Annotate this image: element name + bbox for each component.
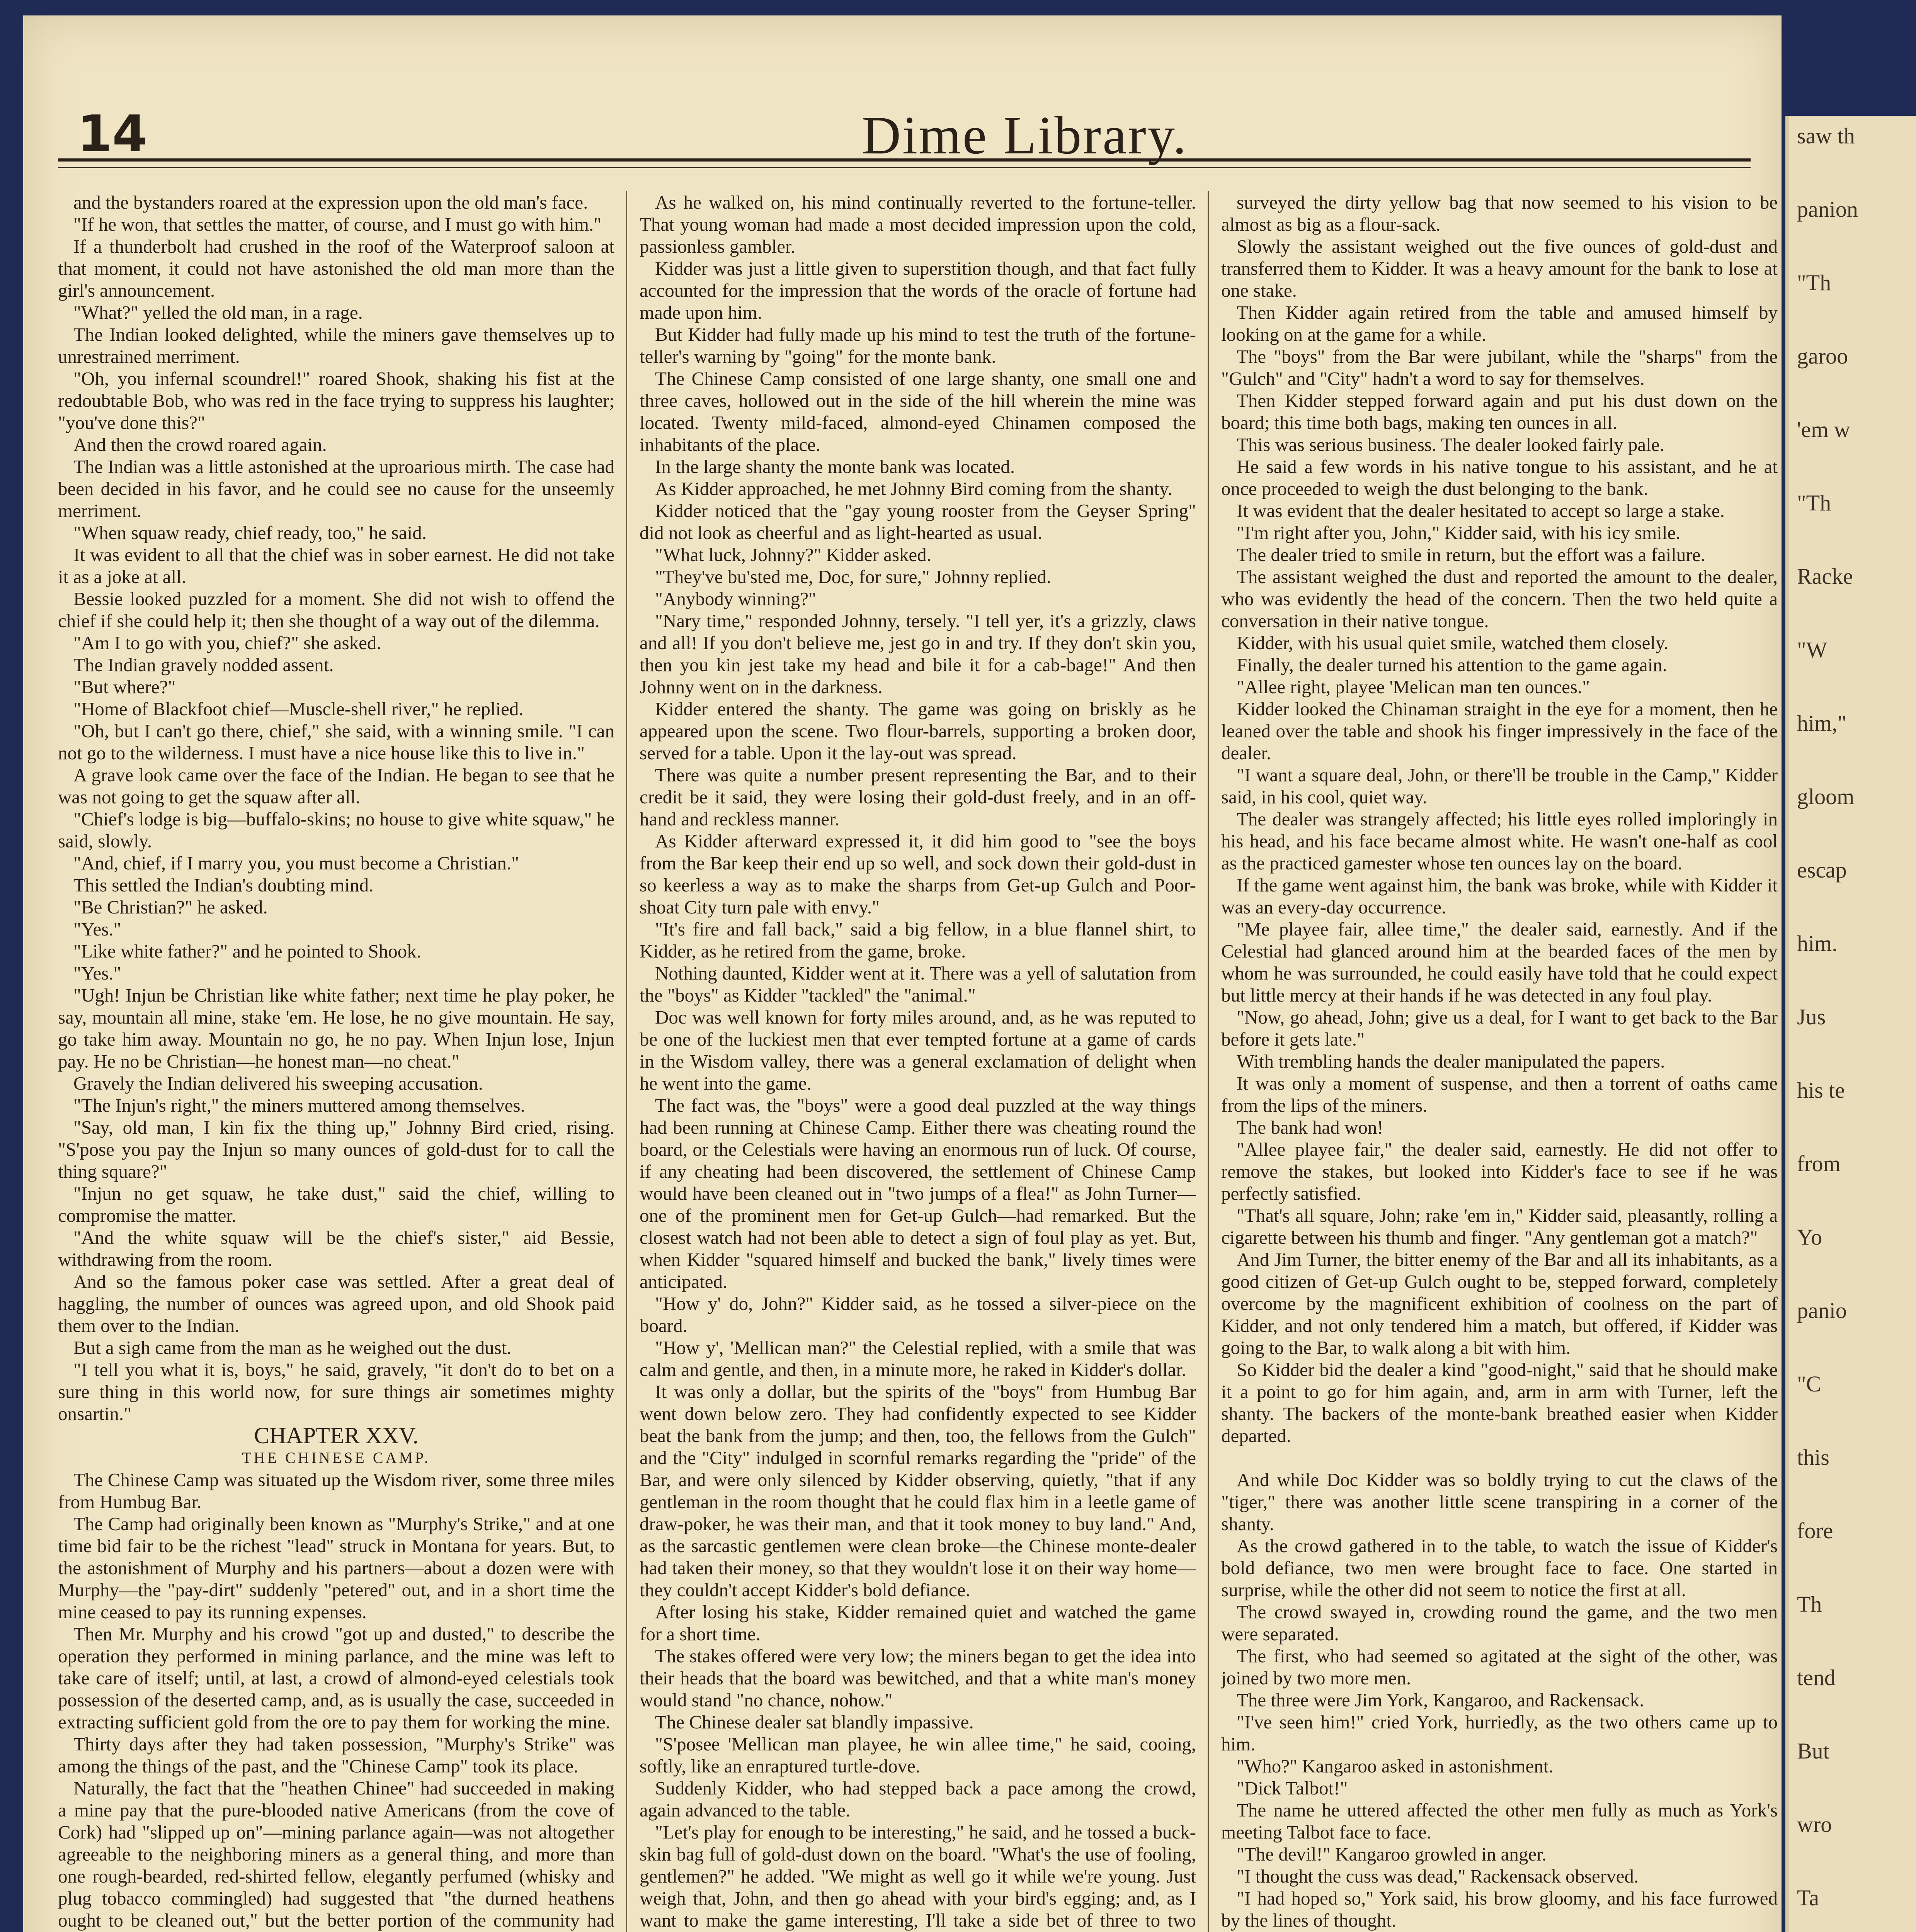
- paragraph: Thirty days after they had taken possession, "Murphy's Strike" was among the things of the past, and the "Chinese Camp" took its place.: [58, 1733, 614, 1777]
- paragraph: He said a few words in his native tongue to his assistant, and he at once proceeded to weigh the dust belonging to the bank.: [1221, 456, 1778, 499]
- paragraph: "Oh, but I can't go there, chief," she said, with a winning smile. "I can not go to the wilderness. I must have a nice house like this to live in.": [58, 720, 614, 764]
- paragraph: Doc was well known for forty miles around, and, as he was reputed to be one of the luckiest men that ever tempted fortune at a game of cards in the Wisdom valley, there was a general exclamation of delight when he went into the game.: [640, 1007, 1196, 1094]
- paragraph: Kidder noticed that the "gay young rooster from the Geyser Spring" did not look as cheerful and as light-hearted as usual.: [640, 500, 1196, 543]
- text-column-1: [58, 191, 614, 1932]
- paragraph: As he walked on, his mind continually reverted to the fortune-teller. That young woman had made a most decided impression upon the cold, passionless gambler.: [640, 192, 1196, 257]
- paragraph: Kidder, with his usual quiet smile, watched them closely.: [1237, 632, 1669, 653]
- paragraph: The Chinese dealer sat blandly impassive.: [655, 1711, 974, 1733]
- paragraph: "And the white squaw will be the chief's sister," aid Bessie, withdrawing from the room.: [58, 1227, 614, 1270]
- paragraph: The Camp had originally been known as "Murphy's Strike," and at one time bid fair to be the richest "lead" struck in Montana for years. But, to the astonishment of Murphy and his partners—about a dozen were with Murphy—the "pay-dirt" suddenly "petered" out, and in a short time the mine ceased to pay its running expenses.: [58, 1513, 614, 1622]
- adjacent-page-fragment: Yo: [1797, 1225, 1822, 1250]
- paragraph: "Yes.": [73, 963, 121, 984]
- paragraph: This settled the Indian's doubting mind.: [73, 874, 374, 896]
- paragraph: "Home of Blackfoot chief—Muscle-shell river," he replied.: [73, 698, 524, 719]
- paragraph: The crowd swayed in, crowding round the game, and the two men were separated.: [1221, 1601, 1778, 1645]
- paragraph: "What?" yelled the old man, in a rage.: [73, 302, 363, 323]
- paragraph: "Allee right, playee 'Melican man ten ounces.": [1237, 676, 1590, 697]
- adjacent-page-fragment: him.: [1797, 931, 1838, 956]
- paragraph: The fact was, the "boys" were a good deal puzzled at the way things had been running at Chinese Camp. Either there was cheating round the board, or the Celestials were having an enormous run of luck. Of course, if any cheating had been discovered, the settlement of Chinese Camp would have been cleaned out in "two jumps of a flea!" as John Turner—one of the prominent men for Get-up Gulch—had remarked. But the closest watch had not been able to detect a sign of foul play as yet. But, when Kidder "squared himself and bucked the bank," lively times were anticipated.: [640, 1095, 1196, 1292]
- paragraph: "Dick Talbot!": [1237, 1777, 1348, 1799]
- paragraph: But Kidder had fully made up his mind to test the truth of the fortune-teller's warning by "going" for the monte bank.: [640, 324, 1196, 367]
- paragraph: And so the famous poker case was settled. After a great deal of haggling, the number of ounces was agreed upon, and old Shook paid them over to the Indian.: [58, 1271, 614, 1336]
- paragraph: "How y' do, John?" Kidder said, as he tossed a silver-piece on the board.: [640, 1293, 1196, 1336]
- paragraph: And Jim Turner, the bitter enemy of the Bar and all its inhabitants, as a good citizen of Get-up Gulch ought to be, stepped forward, completely overcome by the magnificent exhibition of coolness on the part of Kidder, and not only tendered him a match, but offered, if Kidder was going to the Bar, to walk along a bit with him.: [1221, 1249, 1778, 1358]
- paragraph: The dealer was strangely affected; his little eyes rolled imploringly in his head, and his face became almost white. He wasn't one-half as cool as the practiced gamester whose ten ounces lay on the board.: [1221, 808, 1778, 874]
- chapter-subtitle: THE CHINESE CAMP.: [242, 1449, 431, 1466]
- column-1-paragraphs: [58, 191, 614, 1425]
- adjacent-page-fragment: Jus: [1797, 1004, 1826, 1029]
- paragraph: "Allee playee fair," the dealer said, earnestly. He did not offer to remove the stakes, but looked into Kidder's face to see if he was perfectly satisfied.: [1221, 1139, 1778, 1204]
- adjacent-page-fragment: saw th: [1797, 123, 1855, 148]
- adjacent-page-fragment: "Th: [1797, 490, 1831, 515]
- paragraph: The name he uttered affected the other men fully as much as York's meeting Talbot face to face.: [1221, 1799, 1778, 1843]
- paragraph: "Anybody winning?": [655, 588, 817, 609]
- paragraph: Then Kidder again retired from the table and amused himself by looking on at the game for a while.: [1221, 302, 1778, 345]
- paragraph: "And, chief, if I marry you, you must become a Christian.": [73, 852, 519, 874]
- page-header: [58, 81, 1751, 182]
- adjacent-page-fragment: "C: [1797, 1371, 1821, 1396]
- paragraph: "Say, old man, I kin fix the thing up," Johnny Bird cried, rising. "S'pose you pay the Injun so many ounces of gold-dust for to call the thing square?": [58, 1117, 614, 1182]
- paragraph: Bessie looked puzzled for a moment. She did not wish to offend the chief if she could help it; then she thought of a way out of the dilemma.: [58, 588, 614, 631]
- paragraph: "Like white father?" and he pointed to Shook.: [73, 940, 421, 962]
- paragraph: "When squaw ready, chief ready, too," he said.: [73, 522, 427, 543]
- paragraph: If a thunderbolt had crushed in the roof of the Waterproof saloon at that moment, it could not have astonished the old man more than the girl's announcement.: [58, 236, 614, 301]
- paragraph: "I tell you what it is, boys," he said, gravely, "it don't do to bet on a sure thing in this world now, for sure things air sometimes mighty onsartin.": [58, 1359, 614, 1424]
- paragraph: Nothing daunted, Kidder went at it. There was a yell of salutation from the "boys" as Kidder "tackled" the "animal.": [640, 963, 1196, 1006]
- adjacent-page-fragment: escap: [1797, 857, 1847, 883]
- paragraph: "Chief's lodge is big—buffalo-skins; no house to give white squaw," he said, slowly.: [58, 808, 614, 852]
- adjacent-page-fragment: this: [1797, 1445, 1829, 1470]
- column-divider: [1208, 191, 1209, 1932]
- paragraph: "Ugh! Injun be Christian like white father; next time he play poker, he say, mountain all mine, stake 'em. He lose, he no give mountain. He say, go take him away. Mountain no go, he no pay. When Injun lose, Injun pay. He no be Christian—he honest man—no cheat.": [58, 985, 614, 1072]
- paragraph: "The Injun's right," the miners muttered among themselves.: [73, 1095, 525, 1116]
- paragraph: "S'posee 'Mellican man playee, he win allee time," he said, cooing, softly, like an enraptured turtle-dove.: [640, 1733, 1196, 1777]
- column-2-paragraphs: [640, 191, 1196, 1932]
- header-rule: [58, 158, 1751, 162]
- paragraph: So Kidder bid the dealer a kind "good-night," said that he should make it a point to go for him again, and, arm in arm with Turner, left the shanty. The backers of the monte-bank breathed easier when Kidder departed.: [1221, 1359, 1778, 1446]
- adjacent-page-fragment: gloom: [1797, 784, 1855, 809]
- paragraph: Then Kidder stepped forward again and put his dust down on the board; this time both bags, making ten ounces in all.: [1221, 390, 1778, 433]
- adjacent-page-edge: [1785, 116, 1916, 1932]
- text-column-2: [640, 191, 1196, 1932]
- paragraph: And while Doc Kidder was so boldly trying to cut the claws of the "tiger," there was another little scene transpiring in a corner of the shanty.: [1221, 1469, 1778, 1534]
- text-column-3: [1221, 191, 1778, 1932]
- paragraph: "I had hoped so," York said, his brow gloomy, and his face furrowed by the lines of thought.: [1221, 1888, 1778, 1931]
- paragraph: There was quite a number present representing the Bar, and to their credit be it said, they were losing their gold-dust freely, and in an off-hand and reckless manner.: [640, 764, 1196, 830]
- paragraph: The Indian gravely nodded assent.: [73, 654, 334, 675]
- paragraph: Gravely the Indian delivered his sweeping accusation.: [73, 1073, 483, 1094]
- paragraph: "Yes.": [73, 918, 121, 940]
- header-rule-thin: [58, 167, 1751, 168]
- adjacent-page-fragment: panio: [1797, 1298, 1847, 1323]
- paragraph: As the crowd gathered in to the table, to watch the issue of Kidder's bold defiance, two men were brought face to face. One started in surprise, while the other did not seem to notice the first at all.: [1221, 1535, 1778, 1600]
- paragraph: "Let's play for enough to be interesting," he said, and he tossed a buck-skin bag full of gold-dust down on the board. "What's the use of fooling, gentlemen?" he added. "We might as well go it while we're young. Just weigh that, John, and then go ahead with your bird's egging; and, as I want to make the game interesting, I'll take a side bet of three to two: [640, 1821, 1196, 1931]
- paragraph: "The devil!" Kangaroo growled in anger.: [1237, 1844, 1547, 1865]
- paragraph: The assistant weighed the dust and reported the amount to the dealer, who was evidently the head of the concern. Then the two held quite a conversation in their native tongue.: [1221, 566, 1778, 631]
- paragraph: The Chinese Camp was situated up the Wisdom river, some three miles from Humbug Bar.: [58, 1469, 614, 1512]
- paragraph: surveyed the dirty yellow bag that now seemed to his vision to be almost as big as a flour-sack.: [1221, 192, 1778, 235]
- paragraph: The "boys" from the Bar were jubilant, while the "sharps" from the "Gulch" and "City" hadn't a word to say for themselves.: [1221, 346, 1778, 389]
- paragraph: "I'm right after you, John," Kidder said, with his icy smile.: [1237, 522, 1681, 543]
- paragraph: "How y', 'Mellican man?" the Celestial replied, with a smile that was calm and gentle, and then, in a minute more, he raked in Kidder's dollar.: [640, 1337, 1196, 1380]
- paragraph: "If he won, that settles the matter, of course, and I must go with him.": [73, 214, 602, 235]
- adjacent-page-fragment: Th: [1797, 1592, 1822, 1617]
- adjacent-page-fragment: his te: [1797, 1078, 1845, 1103]
- adjacent-page-fragment: him,": [1797, 711, 1847, 736]
- adjacent-page-fragment: tend: [1797, 1665, 1836, 1690]
- paragraph: "Oh, you infernal scoundrel!" roared Shook, shaking his fist at the redoubtable Bob, who was red in the face trying to suppress his laughter; "you've done this?": [58, 368, 614, 433]
- adjacent-page-fragment: Racke: [1797, 564, 1853, 589]
- paragraph: and the bystanders roared at the expression upon the old man's face.: [73, 192, 588, 213]
- paragraph: As Kidder afterward expressed it, it did him good to "see the boys from the Bar keep their end up so well, and sock down their gold-dust in so keerless a way as to make the sharps from Get-up Gulch and Poor-shoat City turn pale with envy.": [640, 830, 1196, 918]
- paragraph: Then Mr. Murphy and his crowd "got up and dusted," to describe the operation they performed in mining parlance, and the mine was left to take care of itself; until, at last, a crowd of almond-eyed celestials took possession of the deserted camp, and, as is usually the case, succeeded in extracting sufficient gold from the ore to pay them for working the mine.: [58, 1623, 614, 1733]
- paragraph: The three were Jim York, Kangaroo, and Rackensack.: [1237, 1689, 1644, 1711]
- paragraph: In the large shanty the monte bank was located.: [655, 456, 1015, 477]
- paragraph: But a sigh came from the man as he weighed out the dust.: [73, 1337, 512, 1358]
- paragraph: It was only a moment of suspense, and then a torrent of oaths came from the lips of the miners.: [1221, 1073, 1778, 1116]
- paragraph: This was serious business. The dealer looked fairly pale.: [1237, 434, 1664, 455]
- paragraph: "That's all square, John; rake 'em in," Kidder said, pleasantly, rolling a cigarette between his thumb and finger. "Any gentleman got a match?": [1221, 1205, 1778, 1248]
- paragraph: "Who?" Kangaroo asked in astonishment.: [1237, 1755, 1554, 1777]
- paragraph: Naturally, the fact that the "heathen Chinee" had succeeded in making a mine pay that the pure-blooded native Americans (from the cove of Cork) had "slipped up on"—mining parlance again—was not altogether agreeable to the neighboring miners as a general thing, and more than one rough-bearded, red-shirted fellow, elegantly perfumed (whisky and plug tobacco commingled) had suggested that "the durned heathens ought to be cleaned out," but the better portion of the community had: [58, 1777, 614, 1931]
- paragraph: If the game went against him, the bank was broke, while with Kidder it was an every-day occurrence.: [1221, 874, 1778, 918]
- page-number: 14: [77, 104, 147, 163]
- paragraph: As Kidder approached, he met Johnny Bird coming from the shanty.: [655, 478, 1172, 499]
- paragraph: "I thought the cuss was dead," Rackensack observed.: [1237, 1866, 1639, 1887]
- paragraph: "Me playee fair, allee time," the dealer said, earnestly. And if the Celestial had glanced around him at the bearded faces of the men by whom he was surrounded, he could easily have told that he could expect but little mercy at their hands if he was detected in any foul play.: [1221, 918, 1778, 1006]
- adjacent-page-fragment: "W: [1797, 637, 1828, 662]
- publication-title: Dime Library.: [862, 105, 1188, 165]
- adjacent-page-fragment: 'em w: [1797, 417, 1850, 442]
- paragraph: The bank had won!: [1237, 1117, 1383, 1138]
- paragraph: It was evident to all that the chief was in sober earnest. He did not take it as a joke at all.: [58, 544, 614, 587]
- paragraph: "Be Christian?" he asked.: [73, 896, 268, 918]
- paragraph: "I want a square deal, John, or there'll be trouble in the Camp," Kidder said, in his cool, quiet way.: [1221, 764, 1778, 808]
- paragraph: "Am I to go with you, chief?" she asked.: [73, 632, 381, 653]
- paragraph: After losing his stake, Kidder remained quiet and watched the game for a short time.: [640, 1601, 1196, 1645]
- paragraph: Slowly the assistant weighed out the five ounces of gold-dust and transferred them to Kidder. It was a heavy amount for the bank to lose at one stake.: [1221, 236, 1778, 301]
- paragraph: Kidder was just a little given to superstition though, and that fact fully accounted for the impression that the words of the oracle of fortune had made upon him.: [640, 258, 1196, 323]
- paragraph: "What luck, Johnny?" Kidder asked.: [655, 544, 931, 565]
- paragraph: "Now, go ahead, John; give us a deal, for I want to get back to the Bar before it gets late.": [1221, 1007, 1778, 1050]
- chapter-heading: CHAPTER XXV.: [254, 1423, 419, 1448]
- paragraph: Kidder entered the shanty. The game was going on briskly as he appeared upon the scene. Two flour-barrels, supporting a broken door, served for a table. Upon it the lay-out was spread.: [640, 698, 1196, 764]
- paragraph: The dealer tried to smile in return, but the effort was a failure.: [1237, 544, 1705, 565]
- adjacent-page-fragment: wro: [1797, 1812, 1832, 1837]
- adjacent-page-fragment: from: [1797, 1151, 1841, 1176]
- paragraph: The first, who had seemed so agitated at the sight of the other, was joined by two more men.: [1221, 1645, 1778, 1689]
- paragraph: It was only a dollar, but the spirits of the "boys" from Humbug Bar went down below zero. They had confidently expected to see Kidder beat the bank from the jump; and then, too, the fellows from the Gulch" and the "City" indulged in scornful remarks regarding the "pride" of the Bar, and were only silenced by Kidder observing, quietly, "that if any gentleman in the room thought that he could flax him in a leetle game of draw-poker, he was their man, and that it took money to buy land." And, as the sarcastic gentlemen were clean broke—the Chinese monte-dealer had taken their money, so that they wouldn't lose it on their way home—they couldn't accept Kidder's bold defiance.: [640, 1381, 1196, 1600]
- paragraph: "It's fire and fall back," said a big fellow, in a blue flannel shirt, to Kidder, as he retired from the game, broke.: [640, 918, 1196, 962]
- column-3-paragraphs: [1221, 191, 1778, 1932]
- column-1-paragraphs-continued: [58, 1469, 614, 1932]
- paragraph: The stakes offered were very low; the miners began to get the idea into their heads that the board was bewitched, and that a white man's money would stand "no chance, nohow.": [640, 1645, 1196, 1711]
- adjacent-page-fragment: Ta: [1797, 1885, 1819, 1910]
- paragraph: The Indian looked delighted, while the miners gave themselves up to unrestrained merriment.: [58, 324, 614, 367]
- paragraph: "But where?": [73, 676, 176, 697]
- adjacent-page-fragment: But: [1797, 1738, 1829, 1764]
- adjacent-page-fragment: garoo: [1797, 344, 1848, 369]
- paragraph: The Chinese Camp consisted of one large shanty, one small one and three caves, hollowed out in the side of the hill wherein the mine was located. Twenty mild-faced, almond-eyed Chinamen composed the inhabitants of the place.: [640, 368, 1196, 455]
- column-divider: [626, 191, 627, 1932]
- paragraph: With trembling hands the dealer manipulated the papers.: [1237, 1051, 1665, 1072]
- paragraph: "Nary time," responded Johnny, tersely. "I tell yer, it's a grizzly, claws and all! If you don't believe me, jest go in and try. If they don't skin you, then you kin jest take my head and bile it for a cab-bage!" And then Johnny went on in the darkness.: [640, 610, 1196, 697]
- paragraph: [1221, 1447, 1778, 1469]
- paragraph: "I've seen him!" cried York, hurriedly, as the two others came up to him.: [1221, 1711, 1778, 1755]
- paragraph: "Injun no get squaw, he take dust," said the chief, willing to compromise the matter.: [58, 1183, 614, 1226]
- paragraph: And then the crowd roared again.: [73, 434, 327, 455]
- paragraph: Suddenly Kidder, who had stepped back a pace among the crowd, again advanced to the table.: [640, 1777, 1196, 1821]
- paragraph: Kidder looked the Chinaman straight in the eye for a moment, then he leaned over the table and shook his finger impressively in the face of the dealer.: [1221, 698, 1778, 764]
- paragraph: It was evident that the dealer hesitated to accept so large a stake.: [1237, 500, 1725, 521]
- adjacent-page-fragment: "Th: [1797, 270, 1831, 295]
- paragraph: A grave look came over the face of the Indian. He began to see that he was not going to get the squaw after all.: [58, 764, 614, 808]
- paragraph: "They've bu'sted me, Doc, for sure," Johnny replied.: [655, 566, 1052, 587]
- adjacent-page-fragment: fore: [1797, 1518, 1833, 1543]
- adjacent-page-fragment: panion: [1797, 197, 1858, 222]
- newspaper-page: [23, 15, 1782, 1932]
- paragraph: Finally, the dealer turned his attention to the game again.: [1237, 654, 1667, 675]
- paragraph: The Indian was a little astonished at the uproarious mirth. The case had been decided in his favor, and he could see no cause for the unseemly merriment.: [58, 456, 614, 521]
